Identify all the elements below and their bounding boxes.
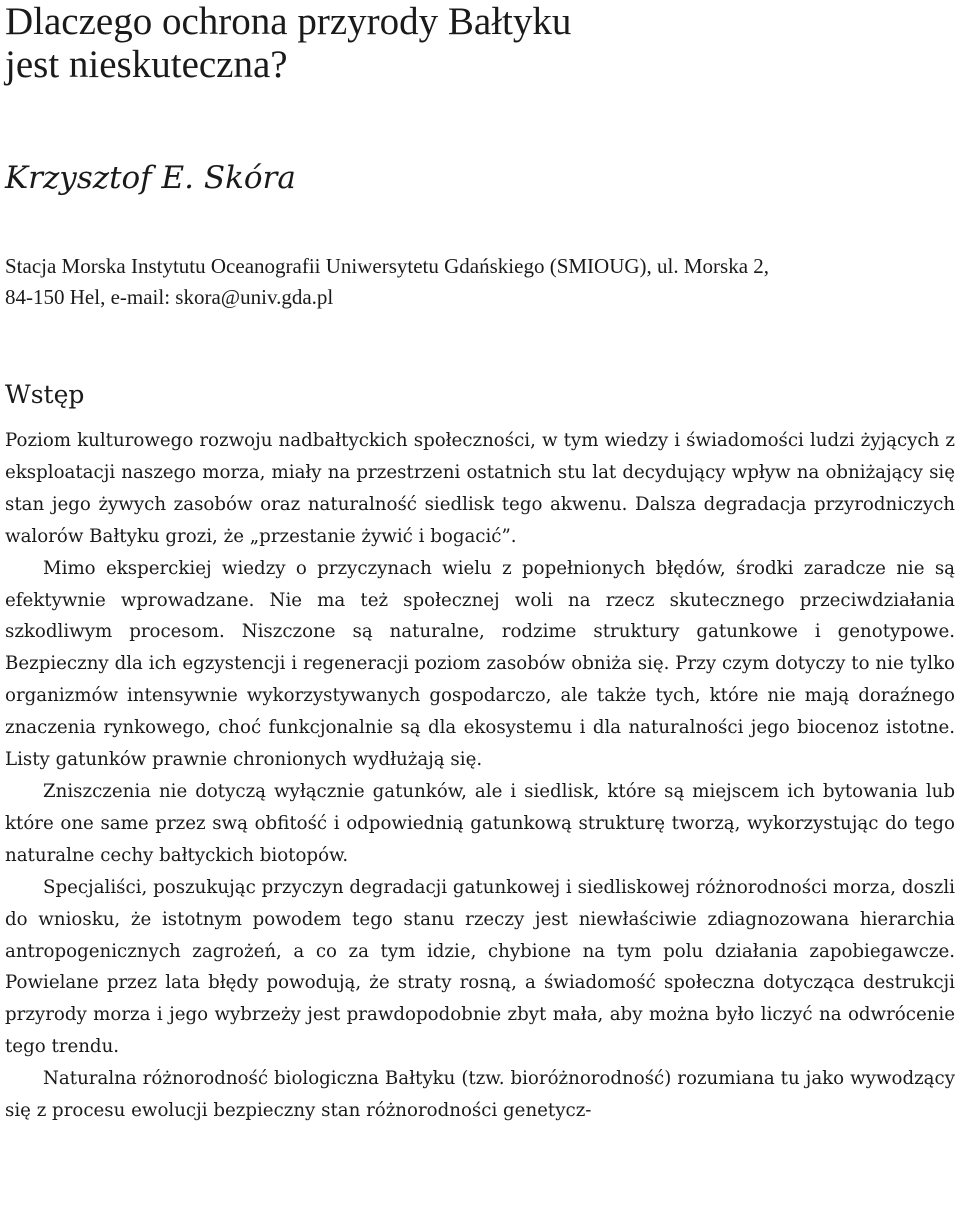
article-body bbox=[5, 425, 955, 1127]
author-affiliation bbox=[5, 251, 955, 313]
title-line-2: jest nieskuteczna? bbox=[5, 43, 288, 86]
paragraph-4: Specjaliści, poszukując przyczyn degradacji gatunkowej i siedliskowej różnorodności morza, doszli do wniosku, że istotnym powodem tego stanu rzeczy jest niewłaściwie zdiagnozowana hierarchia antropogenicznych zagrożeń, a co za tym idzie, chybione na tym polu działania zapobiegawcze. Powielane przez lata błędy powodują, że straty rosną, a świadomość społeczna dotycząca destrukcji przyrody morza i jego wybrzeży jest prawdopodobnie zbyt mała, aby można było liczyć na odwrócenie tego trendu. bbox=[5, 876, 955, 1058]
affiliation-line-2: 84-150 Hel, e-mail: skora@univ.gda.pl bbox=[5, 285, 334, 309]
paragraph-2: Mimo eksperckiej wiedzy o przyczynach wielu z popełnionych błędów, środki zaradcze nie są efektywnie wprowadzane. Nie ma też społecznej woli na rzecz skutecznego przeciwdziałania szkodliwym procesom. Niszczone są naturalne, rodzime struktury gatunkowe i genotypowe. Bezpieczny dla ich egzystencji i regeneracji poziom zasobów obniża się. Przy czym dotyczy to nie tylko organizmów intensywnie wykorzystywanych gospodarczo, ale także tych, które nie mają doraźnego znaczenia rynkowego, choć funkcjonalnie są dla ekosystemu i dla naturalności jego biocenoz istotne. Listy gatunków prawnie chronionych wydłużają się. bbox=[5, 557, 955, 771]
paragraph-3: Zniszczenia nie dotyczą wyłącznie gatunków, ale i siedlisk, które są miejscem ich bytowania lub które one same przez swą obfitość i odpowiednią gatunkową strukturę tworzą, wykorzystując do tego naturalne cechy bałtyckich biotopów. bbox=[5, 780, 955, 866]
author-name: Krzysztof E. Skóra bbox=[5, 160, 296, 196]
paper-page bbox=[5, 0, 955, 1122]
paragraph-5: Naturalna różnorodność biologiczna Bałtyku (tzw. bioróżnorodność) rozumiana tu jako wywodzący się z procesu ewolucji bezpieczny stan różnorodności genetycz- bbox=[5, 1068, 955, 1122]
section-heading: Wstęp bbox=[5, 380, 85, 409]
paragraph-1: Poziom kulturowego rozwoju nadbałtyckich społeczności, w tym wiedzy i świadomości ludzi żyjących z eksploatacji naszego morza, miały na przestrzeni ostatnich stu lat decydujący wpływ na obniżający się stan jego żywych zasobów oraz naturalność siedlisk tego akwenu. Dalsza degradacja przyrodniczych walorów Bałtyku grozi, że „przestanie żywić i bogacić”. bbox=[5, 430, 955, 547]
article-title bbox=[5, 0, 955, 86]
affiliation-line-1: Stacja Morska Instytutu Oceanografii Uniwersytetu Gdańskiego (SMIOUG), ul. Morska 2, bbox=[5, 254, 770, 278]
title-line-1: Dlaczego ochrona przyrody Bałtyku bbox=[5, 0, 572, 43]
